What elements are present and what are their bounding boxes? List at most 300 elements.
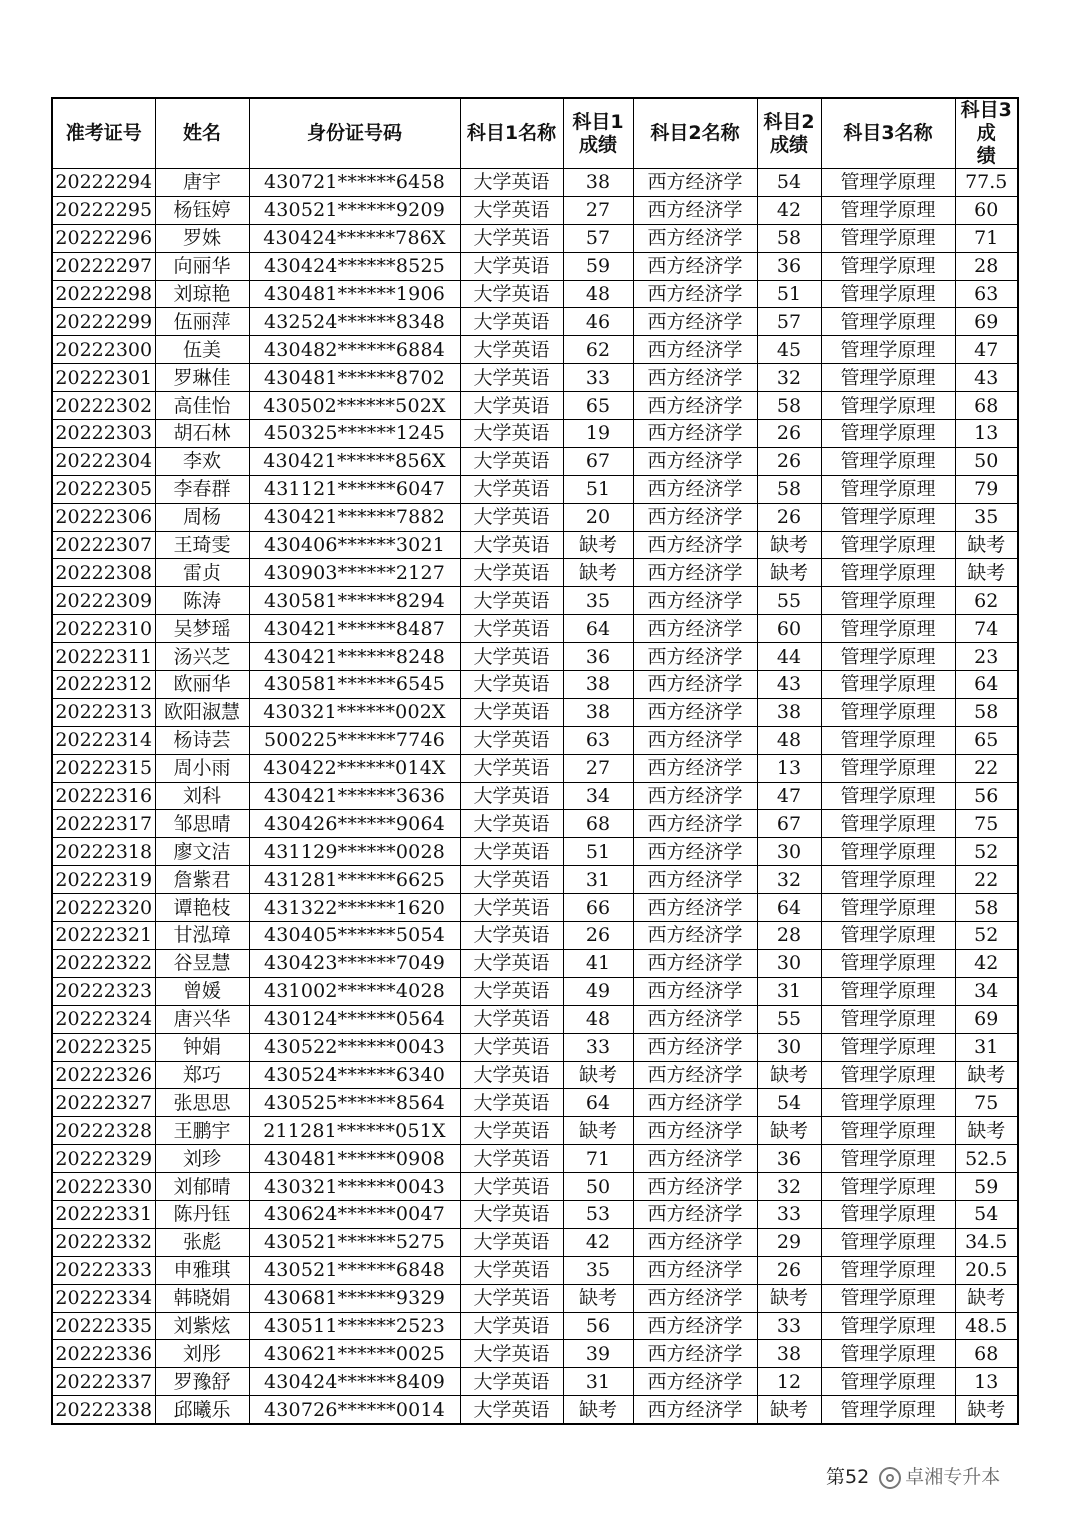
subject3-score-cell: 缺考 — [955, 1284, 1018, 1312]
subject1-name-cell: 大学英语 — [460, 866, 563, 894]
table-row — [52, 1256, 1018, 1284]
subject2-score-cell: 缺考 — [757, 1396, 821, 1424]
subject3-name-cell: 管理学原理 — [821, 1200, 955, 1228]
subject3-score-cell: 75 — [955, 1089, 1018, 1117]
subject3-score-cell: 69 — [955, 308, 1018, 336]
exam-id-cell: 20222299 — [52, 308, 155, 336]
subject3-score-cell: 59 — [955, 1173, 1018, 1201]
subject1-score-cell: 缺考 — [563, 1061, 633, 1089]
subject2-score-cell: 54 — [757, 1089, 821, 1117]
exam-id-cell: 20222320 — [52, 894, 155, 922]
table-row — [52, 475, 1018, 503]
subject1-name-cell: 大学英语 — [460, 643, 563, 671]
subject1-name-cell: 大学英语 — [460, 1089, 563, 1117]
table-row — [52, 643, 1018, 671]
subject2-name-cell: 西方经济学 — [633, 1173, 757, 1201]
subject2-score-cell: 28 — [757, 922, 821, 950]
subject1-score-cell: 64 — [563, 615, 633, 643]
subject1-name-cell: 大学英语 — [460, 559, 563, 587]
name-cell: 吴梦瑶 — [155, 615, 249, 643]
subject1-score-cell: 50 — [563, 1173, 633, 1201]
subject1-score-cell: 26 — [563, 922, 633, 950]
subject3-name-cell: 管理学原理 — [821, 698, 955, 726]
subject3-score-cell: 42 — [955, 949, 1018, 977]
subject3-name-cell: 管理学原理 — [821, 922, 955, 950]
subject1-score-cell: 39 — [563, 1340, 633, 1368]
exam-id-cell: 20222300 — [52, 336, 155, 364]
subject1-name-cell: 大学英语 — [460, 196, 563, 224]
name-cell: 杨钰婷 — [155, 196, 249, 224]
subject3-name-cell: 管理学原理 — [821, 1005, 955, 1033]
subject1-name-cell: 大学英语 — [460, 1228, 563, 1256]
col-header-exam-id: 准考证号 — [52, 98, 155, 169]
subject3-score-cell: 79 — [955, 475, 1018, 503]
id-number-cell: 430124******0564 — [249, 1005, 460, 1033]
table-row — [52, 1312, 1018, 1340]
id-number-cell: 430406******3021 — [249, 531, 460, 559]
id-number-cell: 430726******0014 — [249, 1396, 460, 1424]
subject3-name-cell: 管理学原理 — [821, 559, 955, 587]
id-number-cell: 430502******502X — [249, 392, 460, 420]
subject2-score-cell: 47 — [757, 782, 821, 810]
name-cell: 周小雨 — [155, 754, 249, 782]
subject1-score-cell: 缺考 — [563, 531, 633, 559]
subject1-name-cell: 大学英语 — [460, 336, 563, 364]
subject3-score-cell: 54 — [955, 1200, 1018, 1228]
subject1-name-cell: 大学英语 — [460, 1284, 563, 1312]
table-row — [52, 392, 1018, 420]
id-number-cell: 430624******0047 — [249, 1200, 460, 1228]
exam-id-cell: 20222311 — [52, 643, 155, 671]
name-cell: 胡石林 — [155, 420, 249, 448]
subject2-name-cell: 西方经济学 — [633, 531, 757, 559]
subject3-name-cell: 管理学原理 — [821, 475, 955, 503]
name-cell: 李春群 — [155, 475, 249, 503]
subject1-score-cell: 38 — [563, 698, 633, 726]
subject3-score-cell: 68 — [955, 392, 1018, 420]
table-row — [52, 252, 1018, 280]
subject1-score-cell: 68 — [563, 810, 633, 838]
subject3-name-cell: 管理学原理 — [821, 587, 955, 615]
subject2-name-cell: 西方经济学 — [633, 280, 757, 308]
subject3-score-cell: 47 — [955, 336, 1018, 364]
subject2-name-cell: 西方经济学 — [633, 1061, 757, 1089]
subject3-name-cell: 管理学原理 — [821, 726, 955, 754]
subject1-name-cell: 大学英语 — [460, 1145, 563, 1173]
subject1-score-cell: 57 — [563, 224, 633, 252]
name-cell: 王鹏宇 — [155, 1117, 249, 1145]
subject3-name-cell: 管理学原理 — [821, 977, 955, 1005]
subject1-score-cell: 51 — [563, 475, 633, 503]
subject2-name-cell: 西方经济学 — [633, 1089, 757, 1117]
id-number-cell: 430522******0043 — [249, 1033, 460, 1061]
name-cell: 刘彤 — [155, 1340, 249, 1368]
subject3-score-cell: 缺考 — [955, 1061, 1018, 1089]
exam-id-cell: 20222323 — [52, 977, 155, 1005]
subject1-name-cell: 大学英语 — [460, 1117, 563, 1145]
exam-id-cell: 20222307 — [52, 531, 155, 559]
table-row — [52, 1089, 1018, 1117]
exam-id-cell: 20222330 — [52, 1173, 155, 1201]
subject3-name-cell: 管理学原理 — [821, 252, 955, 280]
table-row — [52, 671, 1018, 699]
subject2-score-cell: 57 — [757, 308, 821, 336]
id-number-cell: 430405******5054 — [249, 922, 460, 950]
subject3-score-cell: 63 — [955, 280, 1018, 308]
subject3-score-cell: 20.5 — [955, 1256, 1018, 1284]
table-row — [52, 1005, 1018, 1033]
subject1-score-cell: 缺考 — [563, 559, 633, 587]
subject2-name-cell: 西方经济学 — [633, 922, 757, 950]
subject3-name-cell: 管理学原理 — [821, 782, 955, 810]
subject3-score-cell: 缺考 — [955, 559, 1018, 587]
col-header-subject3-name: 科目3名称 — [821, 98, 955, 169]
name-cell: 郑巧 — [155, 1061, 249, 1089]
subject3-score-cell: 22 — [955, 754, 1018, 782]
subject1-name-cell: 大学英语 — [460, 894, 563, 922]
subject1-name-cell: 大学英语 — [460, 1396, 563, 1424]
subject1-score-cell: 48 — [563, 1005, 633, 1033]
id-number-cell: 430621******0025 — [249, 1340, 460, 1368]
subject3-score-cell: 71 — [955, 224, 1018, 252]
exam-id-cell: 20222321 — [52, 922, 155, 950]
name-cell: 欧丽华 — [155, 671, 249, 699]
subject2-name-cell: 西方经济学 — [633, 726, 757, 754]
subject3-name-cell: 管理学原理 — [821, 392, 955, 420]
exam-id-cell: 20222308 — [52, 559, 155, 587]
name-cell: 罗豫舒 — [155, 1368, 249, 1396]
page-footer — [826, 1462, 1000, 1489]
subject3-name-cell: 管理学原理 — [821, 866, 955, 894]
subject1-score-cell: 53 — [563, 1200, 633, 1228]
exam-id-cell: 20222314 — [52, 726, 155, 754]
id-number-cell: 430424******786X — [249, 224, 460, 252]
exam-id-cell: 20222297 — [52, 252, 155, 280]
subject3-name-cell: 管理学原理 — [821, 169, 955, 197]
table-row — [52, 1173, 1018, 1201]
subject1-score-cell: 19 — [563, 420, 633, 448]
id-number-cell: 431121******6047 — [249, 475, 460, 503]
table-row — [52, 1145, 1018, 1173]
subject2-name-cell: 西方经济学 — [633, 1368, 757, 1396]
subject3-score-cell: 23 — [955, 643, 1018, 671]
subject2-name-cell: 西方经济学 — [633, 615, 757, 643]
subject3-name-cell: 管理学原理 — [821, 1033, 955, 1061]
exam-id-cell: 20222331 — [52, 1200, 155, 1228]
subject2-name-cell: 西方经济学 — [633, 838, 757, 866]
table-row — [52, 587, 1018, 615]
col-header-subject1-score: 科目1 成绩 — [563, 98, 633, 169]
subject2-name-cell: 西方经济学 — [633, 1256, 757, 1284]
table-row — [52, 1033, 1018, 1061]
subject3-score-cell: 68 — [955, 1340, 1018, 1368]
id-number-cell: 430321******0043 — [249, 1173, 460, 1201]
subject3-name-cell: 管理学原理 — [821, 838, 955, 866]
subject1-score-cell: 35 — [563, 1256, 633, 1284]
subject2-name-cell: 西方经济学 — [633, 224, 757, 252]
id-number-cell: 432524******8348 — [249, 308, 460, 336]
subject1-name-cell: 大学英语 — [460, 169, 563, 197]
subject1-name-cell: 大学英语 — [460, 615, 563, 643]
subject2-score-cell: 55 — [757, 587, 821, 615]
subject1-score-cell: 41 — [563, 949, 633, 977]
subject1-name-cell: 大学英语 — [460, 1256, 563, 1284]
name-cell: 陈丹钰 — [155, 1200, 249, 1228]
table-row — [52, 949, 1018, 977]
table-row — [52, 782, 1018, 810]
subject2-name-cell: 西方经济学 — [633, 698, 757, 726]
name-cell: 唐宇 — [155, 169, 249, 197]
name-cell: 伍丽萍 — [155, 308, 249, 336]
subject2-score-cell: 58 — [757, 475, 821, 503]
col-header-subject3-score: 科目3成 绩 — [955, 98, 1018, 169]
subject2-score-cell: 缺考 — [757, 559, 821, 587]
subject2-score-cell: 12 — [757, 1368, 821, 1396]
subject1-name-cell: 大学英语 — [460, 810, 563, 838]
subject2-name-cell: 西方经济学 — [633, 1117, 757, 1145]
exam-id-cell: 20222309 — [52, 587, 155, 615]
wechat-icon — [879, 1467, 901, 1489]
subject3-name-cell: 管理学原理 — [821, 1340, 955, 1368]
name-cell: 罗琳佳 — [155, 364, 249, 392]
name-cell: 王琦雯 — [155, 531, 249, 559]
subject3-name-cell: 管理学原理 — [821, 810, 955, 838]
subject3-score-cell: 69 — [955, 1005, 1018, 1033]
subject1-score-cell: 36 — [563, 643, 633, 671]
table-row — [52, 1200, 1018, 1228]
subject3-name-cell: 管理学原理 — [821, 196, 955, 224]
score-table — [51, 97, 1019, 1425]
subject1-name-cell: 大学英语 — [460, 1312, 563, 1340]
subject2-name-cell: 西方经济学 — [633, 392, 757, 420]
subject1-name-cell: 大学英语 — [460, 531, 563, 559]
name-cell: 周杨 — [155, 503, 249, 531]
subject2-score-cell: 31 — [757, 977, 821, 1005]
subject3-name-cell: 管理学原理 — [821, 643, 955, 671]
exam-id-cell: 20222294 — [52, 169, 155, 197]
table-row — [52, 698, 1018, 726]
subject2-name-cell: 西方经济学 — [633, 503, 757, 531]
subject3-name-cell: 管理学原理 — [821, 503, 955, 531]
id-number-cell: 430421******856X — [249, 447, 460, 475]
subject2-name-cell: 西方经济学 — [633, 977, 757, 1005]
id-number-cell: 430424******8525 — [249, 252, 460, 280]
table-row — [52, 1396, 1018, 1424]
id-number-cell: 430421******8487 — [249, 615, 460, 643]
subject2-score-cell: 55 — [757, 1005, 821, 1033]
subject2-score-cell: 30 — [757, 1033, 821, 1061]
subject3-score-cell: 52 — [955, 838, 1018, 866]
table-row — [52, 1368, 1018, 1396]
exam-id-cell: 20222317 — [52, 810, 155, 838]
id-number-cell: 430424******8409 — [249, 1368, 460, 1396]
name-cell: 罗姝 — [155, 224, 249, 252]
subject1-score-cell: 49 — [563, 977, 633, 1005]
subject2-name-cell: 西方经济学 — [633, 308, 757, 336]
subject2-name-cell: 西方经济学 — [633, 1145, 757, 1173]
subject3-name-cell: 管理学原理 — [821, 364, 955, 392]
subject1-name-cell: 大学英语 — [460, 475, 563, 503]
subject1-name-cell: 大学英语 — [460, 280, 563, 308]
subject1-score-cell: 64 — [563, 1089, 633, 1117]
subject1-name-cell: 大学英语 — [460, 503, 563, 531]
exam-id-cell: 20222302 — [52, 392, 155, 420]
exam-id-cell: 20222337 — [52, 1368, 155, 1396]
subject2-score-cell: 51 — [757, 280, 821, 308]
id-number-cell: 430426******9064 — [249, 810, 460, 838]
subject3-name-cell: 管理学原理 — [821, 894, 955, 922]
subject2-name-cell: 西方经济学 — [633, 643, 757, 671]
subject1-name-cell: 大学英语 — [460, 754, 563, 782]
subject1-score-cell: 35 — [563, 587, 633, 615]
subject3-score-cell: 22 — [955, 866, 1018, 894]
subject2-score-cell: 32 — [757, 364, 821, 392]
subject3-score-cell: 31 — [955, 1033, 1018, 1061]
id-number-cell: 431002******4028 — [249, 977, 460, 1005]
subject1-score-cell: 缺考 — [563, 1284, 633, 1312]
subject3-score-cell: 50 — [955, 447, 1018, 475]
subject1-name-cell: 大学英语 — [460, 922, 563, 950]
subject1-score-cell: 38 — [563, 169, 633, 197]
table-row — [52, 1228, 1018, 1256]
subject1-score-cell: 66 — [563, 894, 633, 922]
subject1-score-cell: 56 — [563, 1312, 633, 1340]
subject1-name-cell: 大学英语 — [460, 782, 563, 810]
name-cell: 欧阳淑慧 — [155, 698, 249, 726]
subject3-score-cell: 35 — [955, 503, 1018, 531]
id-number-cell: 500225******7746 — [249, 726, 460, 754]
subject1-name-cell: 大学英语 — [460, 587, 563, 615]
subject3-score-cell: 62 — [955, 587, 1018, 615]
exam-id-cell: 20222313 — [52, 698, 155, 726]
subject2-score-cell: 30 — [757, 949, 821, 977]
exam-id-cell: 20222298 — [52, 280, 155, 308]
exam-id-cell: 20222338 — [52, 1396, 155, 1424]
subject2-name-cell: 西方经济学 — [633, 1284, 757, 1312]
subject3-score-cell: 58 — [955, 894, 1018, 922]
subject2-name-cell: 西方经济学 — [633, 420, 757, 448]
col-header-subject2-name: 科目2名称 — [633, 98, 757, 169]
subject3-name-cell: 管理学原理 — [821, 447, 955, 475]
name-cell: 邹思晴 — [155, 810, 249, 838]
page-number: 第52 — [826, 1466, 870, 1488]
subject2-score-cell: 32 — [757, 866, 821, 894]
table-row — [52, 1117, 1018, 1145]
subject1-name-cell: 大学英语 — [460, 949, 563, 977]
id-number-cell: 430321******002X — [249, 698, 460, 726]
subject1-name-cell: 大学英语 — [460, 1173, 563, 1201]
name-cell: 甘泓璋 — [155, 922, 249, 950]
id-number-cell: 430422******014X — [249, 754, 460, 782]
table-row — [52, 894, 1018, 922]
subject3-score-cell: 28 — [955, 252, 1018, 280]
subject3-score-cell: 60 — [955, 196, 1018, 224]
id-number-cell: 430521******9209 — [249, 196, 460, 224]
table-row — [52, 169, 1018, 197]
subject2-name-cell: 西方经济学 — [633, 1033, 757, 1061]
subject1-name-cell: 大学英语 — [460, 1368, 563, 1396]
table-row — [52, 503, 1018, 531]
name-cell: 申雅琪 — [155, 1256, 249, 1284]
subject2-score-cell: 48 — [757, 726, 821, 754]
name-cell: 张彪 — [155, 1228, 249, 1256]
subject1-name-cell: 大学英语 — [460, 726, 563, 754]
subject2-score-cell: 33 — [757, 1312, 821, 1340]
table-row — [52, 1284, 1018, 1312]
id-number-cell: 431129******0028 — [249, 838, 460, 866]
subject2-score-cell: 缺考 — [757, 531, 821, 559]
id-number-cell: 430681******9329 — [249, 1284, 460, 1312]
name-cell: 钟娟 — [155, 1033, 249, 1061]
table-row — [52, 308, 1018, 336]
subject2-score-cell: 缺考 — [757, 1284, 821, 1312]
subject1-score-cell: 27 — [563, 196, 633, 224]
col-header-name: 姓名 — [155, 98, 249, 169]
subject1-score-cell: 46 — [563, 308, 633, 336]
subject3-score-cell: 77.5 — [955, 169, 1018, 197]
subject2-name-cell: 西方经济学 — [633, 866, 757, 894]
table-row — [52, 754, 1018, 782]
id-number-cell: 430421******3636 — [249, 782, 460, 810]
name-cell: 刘紫炫 — [155, 1312, 249, 1340]
subject1-name-cell: 大学英语 — [460, 1200, 563, 1228]
table-row — [52, 615, 1018, 643]
table-body — [52, 169, 1018, 1425]
table-row — [52, 838, 1018, 866]
subject3-name-cell: 管理学原理 — [821, 671, 955, 699]
exam-id-cell: 20222328 — [52, 1117, 155, 1145]
exam-id-cell: 20222306 — [52, 503, 155, 531]
name-cell: 杨诗芸 — [155, 726, 249, 754]
id-number-cell: 430511******2523 — [249, 1312, 460, 1340]
table-row — [52, 224, 1018, 252]
subject1-score-cell: 38 — [563, 671, 633, 699]
subject3-score-cell: 52 — [955, 922, 1018, 950]
subject2-score-cell: 32 — [757, 1173, 821, 1201]
exam-id-cell: 20222305 — [52, 475, 155, 503]
subject2-score-cell: 58 — [757, 392, 821, 420]
subject2-name-cell: 西方经济学 — [633, 949, 757, 977]
subject3-score-cell: 56 — [955, 782, 1018, 810]
subject3-name-cell: 管理学原理 — [821, 1256, 955, 1284]
subject3-name-cell: 管理学原理 — [821, 1228, 955, 1256]
subject3-name-cell: 管理学原理 — [821, 949, 955, 977]
subject3-score-cell: 13 — [955, 1368, 1018, 1396]
exam-id-cell: 20222319 — [52, 866, 155, 894]
subject1-name-cell: 大学英语 — [460, 392, 563, 420]
subject3-name-cell: 管理学原理 — [821, 1145, 955, 1173]
name-cell: 刘珍 — [155, 1145, 249, 1173]
table-row — [52, 364, 1018, 392]
table-row — [52, 866, 1018, 894]
name-cell: 詹紫君 — [155, 866, 249, 894]
subject2-score-cell: 44 — [757, 643, 821, 671]
exam-id-cell: 20222332 — [52, 1228, 155, 1256]
id-number-cell: 430521******6848 — [249, 1256, 460, 1284]
subject2-name-cell: 西方经济学 — [633, 671, 757, 699]
exam-id-cell: 20222326 — [52, 1061, 155, 1089]
subject2-score-cell: 26 — [757, 420, 821, 448]
subject2-score-cell: 36 — [757, 1145, 821, 1173]
subject1-name-cell: 大学英语 — [460, 224, 563, 252]
table-row — [52, 336, 1018, 364]
subject1-score-cell: 31 — [563, 866, 633, 894]
name-cell: 刘科 — [155, 782, 249, 810]
subject3-score-cell: 58 — [955, 698, 1018, 726]
col-header-subject2-score: 科目2 成绩 — [757, 98, 821, 169]
table-row — [52, 196, 1018, 224]
subject2-name-cell: 西方经济学 — [633, 1312, 757, 1340]
